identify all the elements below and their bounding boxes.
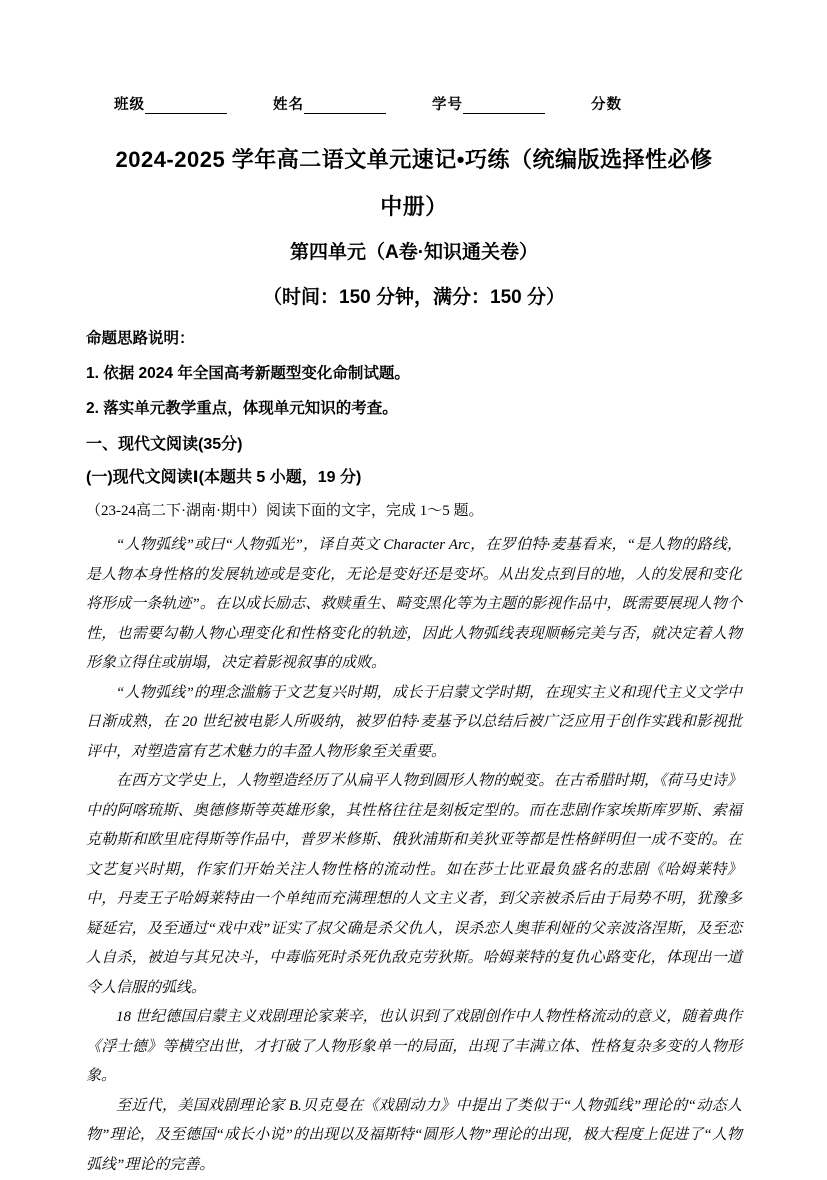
- exam-meta: （时间：150 分钟，满分：150 分）: [86, 285, 742, 311]
- passage-paragraph-1: “人物弧线”或曰“人物弧光”，译自英文 Character Arc，在罗伯特·麦基看来，“是人物的路线，是人物本身性格的发展轨迹或是变化，无论是变好还是变坏。从出发点到目的地，人的发展和变化将形成一条轨迹”。在以成长励志、救赎重生、畸变黑化等为主题的影视作品中，既需要展现人物个性，也需要勾勒人物心理变化和性格变化的轨迹，因此人物弧线表现顺畅完美与否，就决定着人物形象立得住或崩塌，决定着影视叙事的成败。: [86, 531, 742, 679]
- name-blank: [304, 98, 386, 114]
- passage-source-note: （23-24高二下·湖南·期中）阅读下面的文字，完成 1～5 题。: [86, 500, 742, 522]
- exam-title-line1: 2024-2025 学年高二语文单元速记•巧练（统编版选择性必修: [86, 136, 742, 183]
- student-id-blank: [463, 98, 545, 114]
- intent-note-2: 2. 落实单元教学重点，体现单元知识的考查。: [86, 397, 742, 421]
- field-student-id: [432, 93, 545, 114]
- section-1-subheading: (一)现代文阅读Ⅰ(本题共 5 小题，19 分): [86, 466, 742, 490]
- passage-paragraph-4: 18 世纪德国启蒙主义戏剧理论家莱辛，也认识到了戏剧创作中人物性格流动的意义，随着典作《浮士德》等横空出世，才打破了人物形象单一的局面，出现了丰满立体、性格复杂多变的人物形象。: [86, 1003, 742, 1092]
- student-id-label: 学号: [432, 93, 463, 114]
- exam-title: [86, 136, 742, 230]
- intent-note-1: 1. 依据 2024 年全国高考新题型变化命制试题。: [86, 362, 742, 386]
- passage-paragraph-3: 在西方文学史上，人物塑造经历了从扁平人物到圆形人物的蜕变。在古希腊时期，《荷马史诗》中的阿喀琉斯、奥德修斯等英雄形象，其性格往往是刻板定型的。而在悲剧作家埃斯库罗斯、索福克勒斯和欧里庇得斯等作品中，普罗米修斯、俄狄浦斯和美狄亚等都是性格鲜明但一成不变的。在文艺复兴时期，作家们开始关注人物性格的流动性。如在莎士比亚最负盛名的悲剧《哈姆莱特》中，丹麦王子哈姆莱特由一个单纯而充满理想的人文主义者，到父亲被杀后由于局势不明，犹豫多疑延宕，及至通过“戏中戏”证实了叔父确是杀父仇人，误杀恋人奥菲利娅的父亲波洛涅斯，及至恋人自杀，被迫与其兄决斗，中毒临死时杀死仇敌克劳狄斯。哈姆莱特的复仇心路变化，体现出一道令人信服的弧线。: [86, 767, 742, 1003]
- unit-subtitle: 第四单元（A卷·知识通关卷）: [86, 240, 742, 266]
- class-blank: [145, 98, 227, 114]
- passage-paragraph-5: 至近代，美国戏剧理论家 B.贝克曼在《戏剧动力》中提出了类似于“人物弧线”理论的“动态人物”理论，及至德国“成长小说”的出现以及福斯特“圆形人物”理论的出现，极大程度上促进了“人物弧线”理论的完善。: [86, 1092, 742, 1180]
- field-name: [273, 93, 386, 114]
- exam-title-line2: 中册）: [86, 183, 742, 230]
- field-class: [114, 93, 227, 114]
- reading-passage: [86, 531, 742, 1180]
- score-label: 分数: [591, 93, 622, 114]
- intent-heading: 命题思路说明：: [86, 327, 742, 351]
- field-score: [591, 93, 622, 114]
- section-1-heading: 一、现代文阅读(35分): [86, 433, 742, 457]
- passage-paragraph-2: “人物弧线”的理念滥觞于文艺复兴时期，成长于启蒙文学时期，在现实主义和现代主义文学中日渐成熟，在 20 世纪被电影人所吸纳，被罗伯特·麦基予以总结后被广泛应用于创作实践和影视批评中，对塑造富有艺术魅力的丰盈人物形象至关重要。: [86, 679, 742, 768]
- student-info-row: [86, 96, 742, 114]
- class-label: 班级: [114, 93, 145, 114]
- name-label: 姓名: [273, 93, 304, 114]
